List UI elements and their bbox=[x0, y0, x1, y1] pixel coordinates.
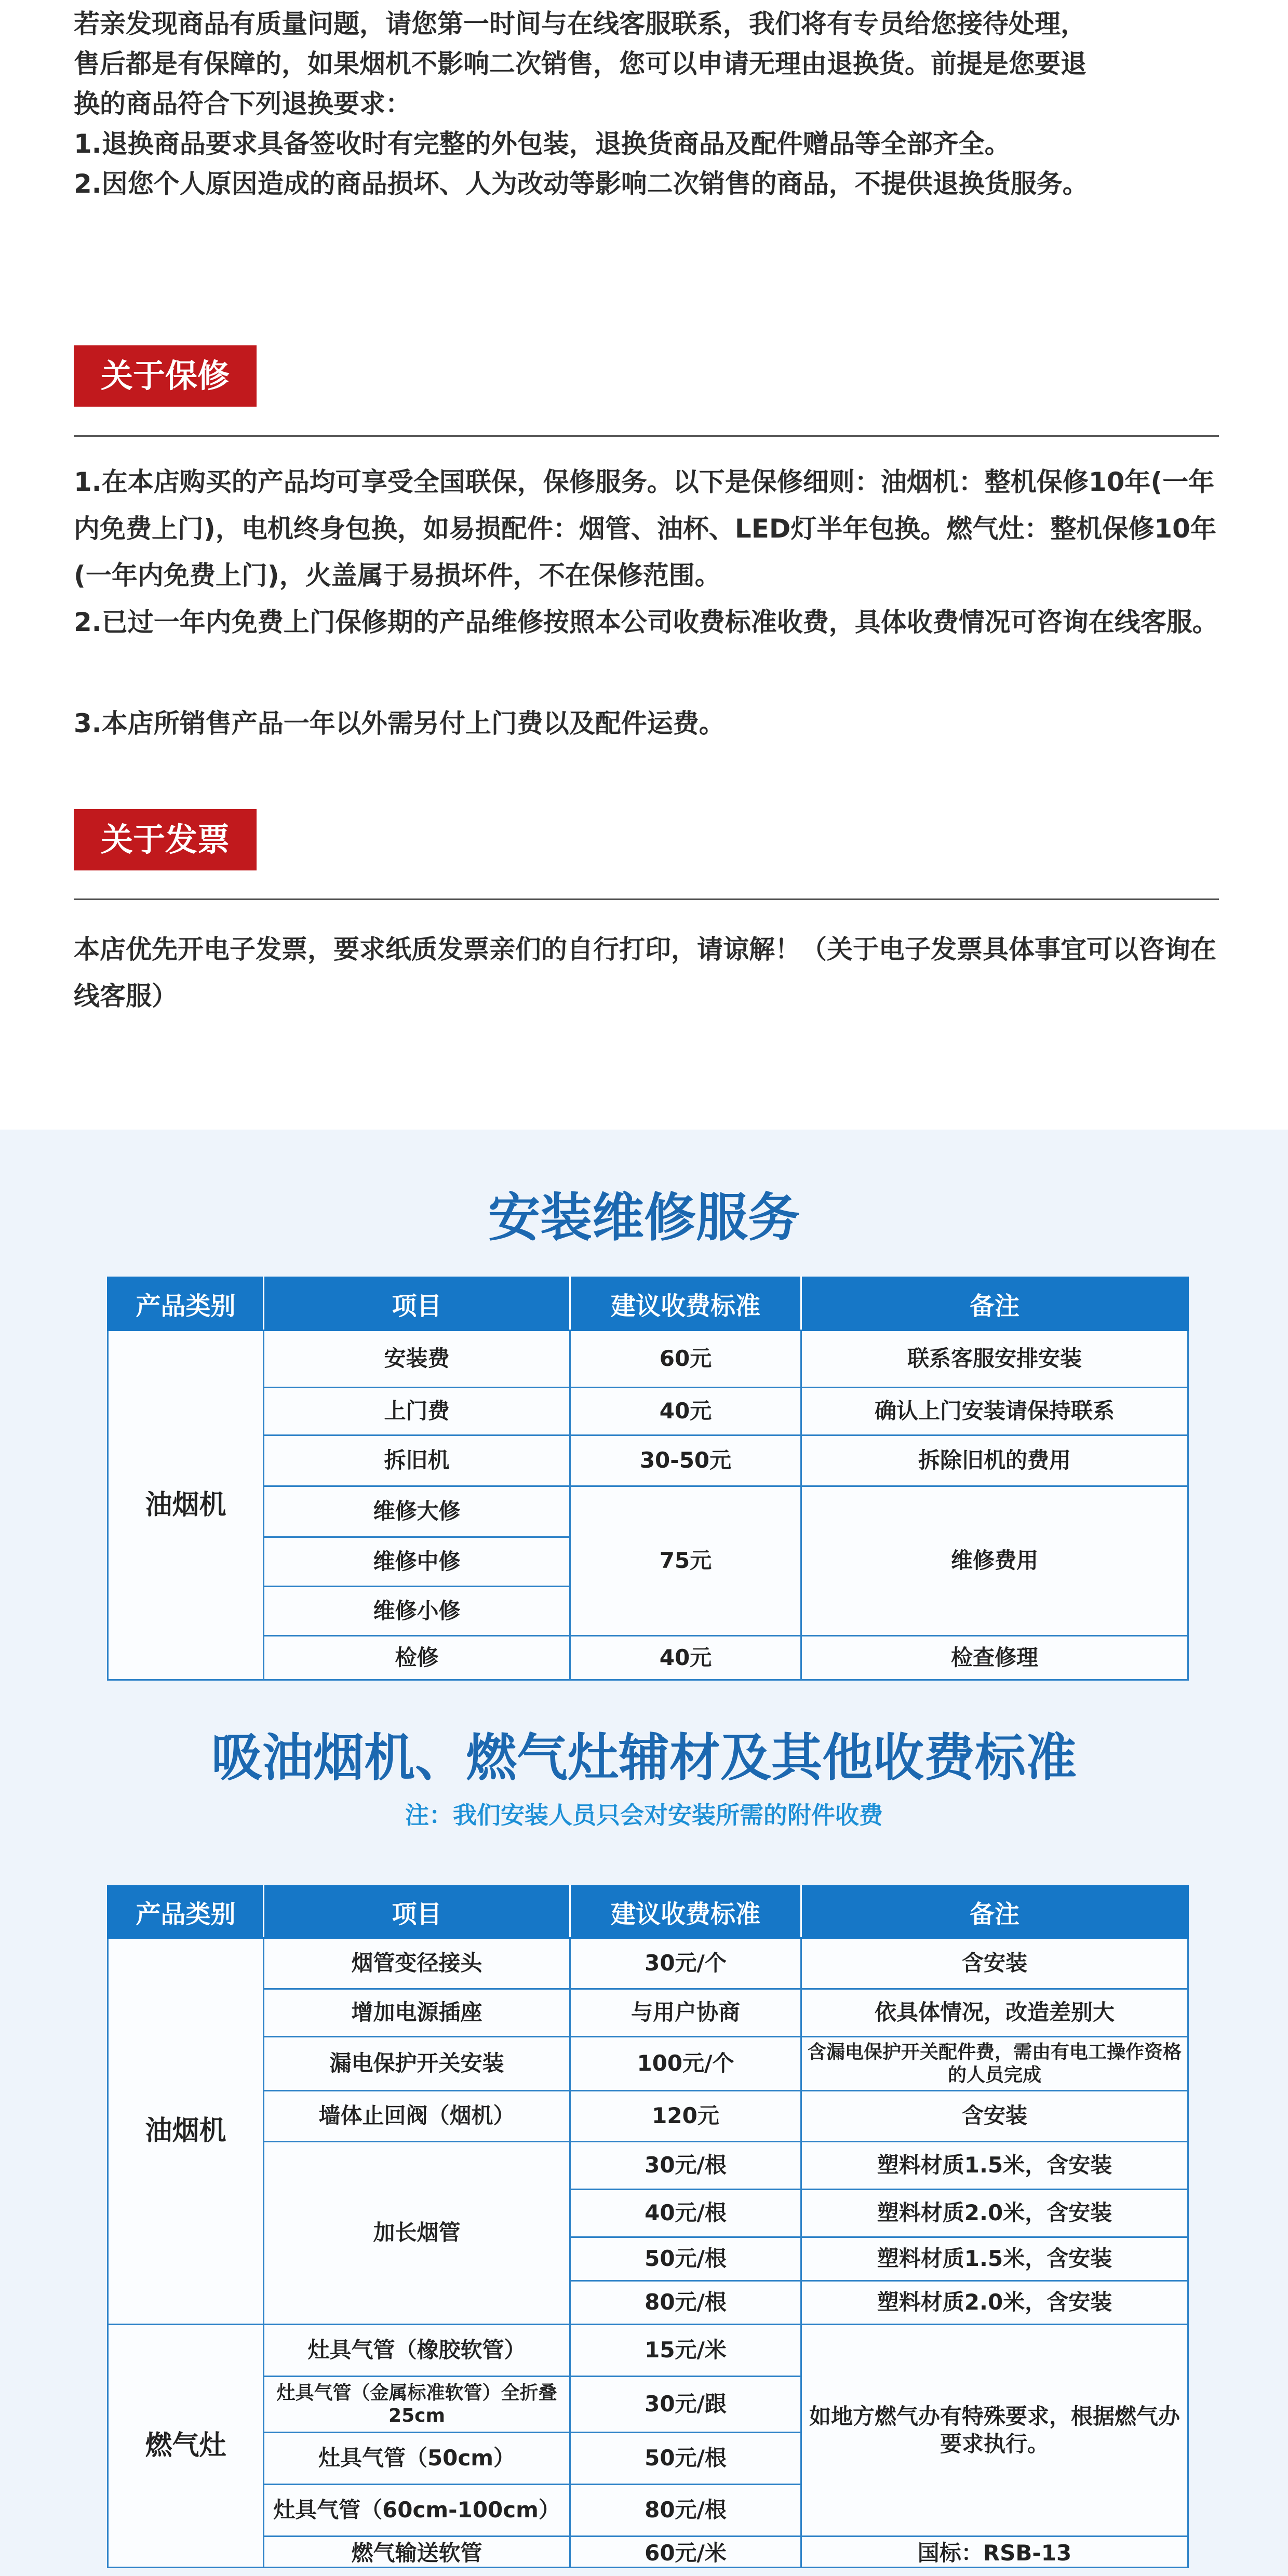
note-cell: 如地方燃气办有特殊要求，根据燃气办要求执行。 bbox=[801, 2325, 1188, 2537]
warranty-heading: 关于保修 bbox=[74, 345, 257, 407]
table-header-row bbox=[108, 1278, 1188, 1331]
item-cell: 检修 bbox=[264, 1636, 570, 1680]
table-row bbox=[108, 2325, 1188, 2377]
fee-cell: 80元/根 bbox=[570, 2485, 801, 2537]
table-row bbox=[108, 1486, 1188, 1537]
column-header: 产品类别 bbox=[108, 1278, 264, 1331]
note-cell: 含漏电保护开关配件费，需由有电工操作资格的人员完成 bbox=[801, 2037, 1188, 2091]
note-cell: 塑料材质2.0米，含安装 bbox=[801, 2190, 1188, 2237]
fee-cell: 100元/个 bbox=[570, 2037, 801, 2091]
item-cell: 烟管变径接头 bbox=[264, 1938, 570, 1989]
table-row bbox=[108, 2091, 1188, 2142]
accessories-note: 注：我们安装人员只会对安装所需的附件收费 bbox=[405, 1801, 883, 1829]
item-cell: 维修中修 bbox=[264, 1537, 570, 1587]
table-row bbox=[108, 1636, 1188, 1680]
note-cell: 国标：RSB-13 bbox=[801, 2537, 1188, 2568]
column-header: 项目 bbox=[264, 1278, 570, 1331]
item-cell: 漏电保护开关安装 bbox=[264, 2037, 570, 2091]
item-cell: 维修小修 bbox=[264, 1587, 570, 1636]
warranty-divider bbox=[74, 435, 1219, 437]
note-cell: 塑料材质2.0米，含安装 bbox=[801, 2281, 1188, 2325]
column-header: 备注 bbox=[801, 1886, 1188, 1938]
category-cell: 油烟机 bbox=[108, 1938, 264, 2325]
fee-cell: 40元 bbox=[570, 1388, 801, 1435]
fee-cell: 30-50元 bbox=[570, 1435, 801, 1486]
table-row bbox=[108, 2537, 1188, 2568]
note-cell: 依具体情况，改造差别大 bbox=[801, 1989, 1188, 2037]
returns-line-4: 1.退换商品要求具备签收时有完整的外包装，退换货商品及配件赠品等全部齐全。 bbox=[74, 129, 1011, 159]
item-cell: 灶具气管（金属标准软管）全折叠25cm bbox=[264, 2377, 570, 2433]
table-row bbox=[108, 1938, 1188, 1989]
install-title: 安装维修服务 bbox=[488, 1187, 800, 1248]
table-row bbox=[108, 2142, 1188, 2190]
column-header: 建议收费标准 bbox=[570, 1886, 801, 1938]
item-cell: 安装费 bbox=[264, 1331, 570, 1388]
fee-cell: 与用户协商 bbox=[570, 1989, 801, 2037]
column-header: 备注 bbox=[801, 1278, 1188, 1331]
warranty-item-1: 1.在本店购买的产品均可享受全国联保，保修服务。以下是保修细则：油烟机：整机保修10年(一年内免费上门)，电机终身包换，如易损配件：烟管、油杯、LED灯半年包换。燃气灶：整机保修10年(一年内免费上门)，火盖属于易损坏件，不在保修范围。 bbox=[74, 467, 1216, 591]
item-cell: 灶具气管（50cm） bbox=[264, 2433, 570, 2485]
accessories-fee-table bbox=[107, 1885, 1189, 2568]
note-cell: 拆除旧机的费用 bbox=[801, 1435, 1188, 1486]
fee-cell: 60元 bbox=[570, 1331, 801, 1388]
item-cell: 维修大修 bbox=[264, 1486, 570, 1537]
item-cell: 加长烟管 bbox=[264, 2142, 570, 2325]
item-cell: 灶具气管（橡胶软管） bbox=[264, 2325, 570, 2377]
item-cell: 燃气输送软管 bbox=[264, 2537, 570, 2568]
fee-cell: 40元/根 bbox=[570, 2190, 801, 2237]
item-cell: 灶具气管（60cm-100cm） bbox=[264, 2485, 570, 2537]
accessories-title: 吸油烟机、燃气灶辅材及其他收费标准 bbox=[211, 1728, 1077, 1788]
note-cell: 检查修理 bbox=[801, 1636, 1188, 1680]
fee-cell: 30元/根 bbox=[570, 2142, 801, 2190]
table-row bbox=[108, 2037, 1188, 2091]
service-fee-section bbox=[0, 1130, 1288, 2576]
category-cell: 燃气灶 bbox=[108, 2325, 264, 2568]
fee-cell: 80元/根 bbox=[570, 2281, 801, 2325]
column-header: 建议收费标准 bbox=[570, 1278, 801, 1331]
table-row bbox=[108, 1331, 1188, 1388]
table-row bbox=[108, 1435, 1188, 1486]
table-row bbox=[108, 1989, 1188, 2037]
install-fee-table bbox=[107, 1277, 1189, 1681]
fee-cell: 40元 bbox=[570, 1636, 801, 1680]
column-header: 项目 bbox=[264, 1886, 570, 1938]
returns-line-2: 售后都是有保障的，如果烟机不影响二次销售，您可以申请无理由退换货。前提是您要退 bbox=[74, 49, 1086, 79]
table-header-row bbox=[108, 1886, 1188, 1938]
note-cell: 塑料材质1.5米，含安装 bbox=[801, 2142, 1188, 2190]
fee-cell: 120元 bbox=[570, 2091, 801, 2142]
note-cell: 联系客服安排安装 bbox=[801, 1331, 1188, 1388]
column-header: 产品类别 bbox=[108, 1886, 264, 1938]
item-cell: 上门费 bbox=[264, 1388, 570, 1435]
item-cell: 墙体止回阀（烟机） bbox=[264, 2091, 570, 2142]
note-cell: 维修费用 bbox=[801, 1486, 1188, 1636]
invoice-text: 本店优先开电子发票，要求纸质发票亲们的自行打印，请谅解！（关于电子发票具体事宜可以咨询在线客服） bbox=[74, 934, 1216, 1011]
fee-cell: 60元/米 bbox=[570, 2537, 801, 2568]
fee-cell: 15元/米 bbox=[570, 2325, 801, 2377]
returns-line-3: 换的商品符合下列退换要求： bbox=[74, 89, 411, 119]
fee-cell: 50元/根 bbox=[570, 2237, 801, 2281]
fee-cell: 30元/跟 bbox=[570, 2377, 801, 2433]
fee-cell: 50元/根 bbox=[570, 2433, 801, 2485]
warranty-item-3: 3.本店所销售产品一年以外需另付上门费以及配件运费。 bbox=[74, 708, 725, 739]
category-cell: 油烟机 bbox=[108, 1331, 264, 1680]
fee-cell: 30元/个 bbox=[570, 1938, 801, 1989]
note-cell: 含安装 bbox=[801, 1938, 1188, 1989]
note-cell: 塑料材质1.5米，含安装 bbox=[801, 2237, 1188, 2281]
table-row bbox=[108, 1388, 1188, 1435]
item-cell: 增加电源插座 bbox=[264, 1989, 570, 2037]
note-cell: 确认上门安装请保持联系 bbox=[801, 1388, 1188, 1435]
note-cell: 含安装 bbox=[801, 2091, 1188, 2142]
invoice-heading: 关于发票 bbox=[74, 809, 257, 870]
fee-cell: 75元 bbox=[570, 1486, 801, 1636]
warranty-item-2: 2.已过一年内免费上门保修期的产品维修按照本公司收费标准收费，具体收费情况可咨询在线客服。 bbox=[74, 607, 1218, 637]
returns-line-1: 若亲发现商品有质量问题，请您第一时间与在线客服联系，我们将有专员给您接待处理， bbox=[74, 9, 1086, 39]
item-cell: 拆旧机 bbox=[264, 1435, 570, 1486]
returns-line-5: 2.因您个人原因造成的商品损坏、人为改动等影响二次销售的商品，不提供退换货服务。 bbox=[74, 169, 1089, 199]
invoice-divider bbox=[74, 898, 1219, 900]
